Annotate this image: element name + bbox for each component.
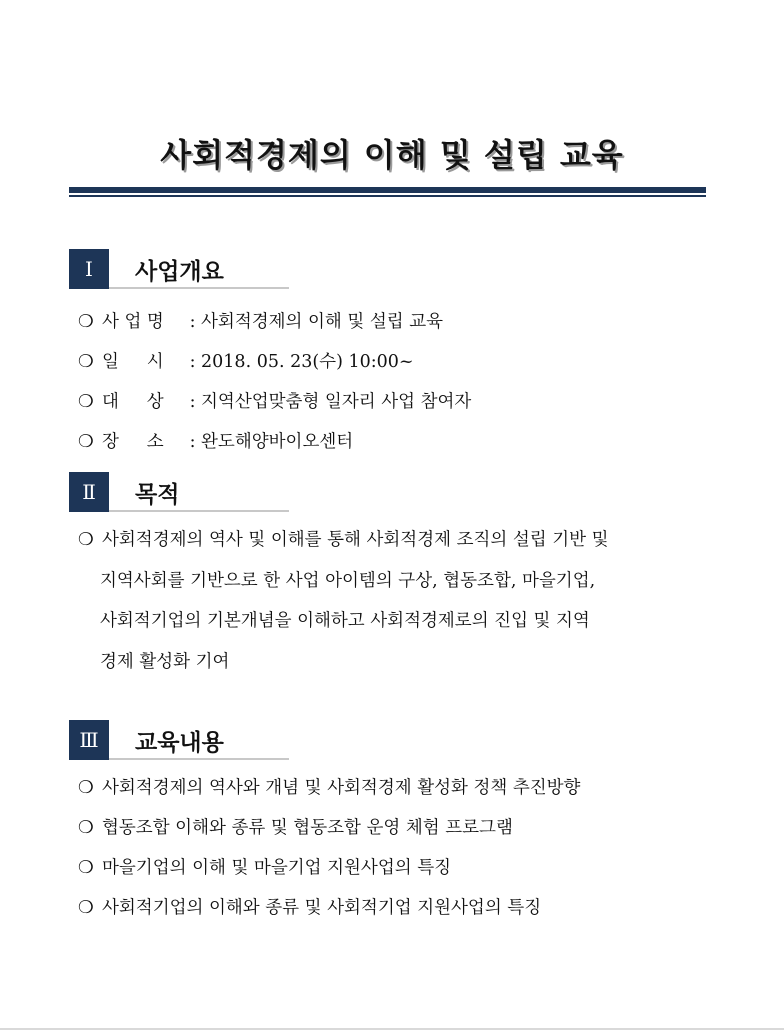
section-3-title: 교육내용 [135, 730, 224, 756]
section-2-title: 목적 [135, 482, 180, 508]
info-item-date [78, 348, 414, 373]
info-label: 대 상 [102, 392, 164, 412]
section-2-underline [109, 510, 289, 512]
purpose-line-1 [78, 520, 708, 561]
section-1-title: 사업개요 [135, 259, 224, 285]
info-item-place [78, 428, 353, 453]
content-text: 사회적기업의 이해와 종류 및 사회적기업 지원사업의 특징 [102, 898, 542, 918]
section-3-number: Ⅲ [69, 720, 109, 760]
bullet-icon: ❍ [78, 432, 94, 452]
content-text: 협동조합 이해와 종류 및 협동조합 운영 체험 프로그램 [102, 818, 513, 838]
info-item-target [78, 388, 471, 413]
info-label: 일 시 [102, 352, 164, 372]
bullet-icon: ❍ [78, 778, 94, 798]
bullet-icon: ❍ [78, 818, 94, 838]
content-text: 마을기업의 이해 및 마을기업 지원사업의 특징 [102, 858, 452, 878]
content-item [78, 814, 513, 839]
content-item [78, 894, 541, 919]
section-2-number: Ⅱ [69, 472, 109, 512]
bullet-icon: ❍ [78, 312, 94, 332]
title-rule-thick [69, 187, 706, 193]
bullet-icon: ❍ [78, 352, 94, 372]
info-value: 사회적경제의 이해 및 설립 교육 [201, 312, 444, 332]
document-title: 사회적경제의 이해 및 설립 교육 [160, 136, 624, 174]
purpose-line-2: 지역사회를 기반으로 한 사업 아이템의 구상, 협동조합, 마을기업, [100, 570, 596, 591]
page-bottom-rule [0, 1028, 784, 1030]
content-item [78, 774, 580, 799]
info-label: 사 업 명 [102, 312, 164, 332]
section-1-underline [109, 287, 289, 289]
info-value: 2018. 05. 23(수) 10:00~ [201, 352, 414, 372]
purpose-paragraph [78, 520, 708, 682]
bullet-icon: ❍ [78, 858, 94, 878]
info-item-business-name [78, 308, 443, 333]
bullet-icon: ❍ [78, 530, 94, 550]
section-1-number: Ⅰ [69, 249, 109, 289]
bullet-icon: ❍ [78, 392, 94, 412]
bullet-icon: ❍ [78, 898, 94, 918]
content-item [78, 854, 451, 879]
purpose-line-4: 경제 활성화 기여 [100, 651, 230, 672]
content-text: 사회적경제의 역사와 개념 및 사회적경제 활성화 정책 추진방향 [102, 778, 581, 798]
purpose-text: 사회적경제의 역사 및 이해를 통해 사회적경제 조직의 설립 기반 및 [102, 530, 609, 550]
purpose-line-3: 사회적기업의 기본개념을 이해하고 사회적경제로의 진입 및 지역 [100, 611, 590, 631]
info-value: 지역산업맞춤형 일자리 사업 참여자 [201, 392, 472, 412]
info-separator: : [184, 312, 202, 332]
section-3-underline [109, 758, 289, 760]
title-rule-thin [69, 195, 706, 197]
info-value: 완도해양바이오센터 [201, 432, 354, 452]
info-separator: : [184, 432, 202, 452]
info-separator: : [184, 352, 202, 372]
info-label: 장 소 [102, 432, 164, 452]
info-separator: : [184, 392, 202, 412]
